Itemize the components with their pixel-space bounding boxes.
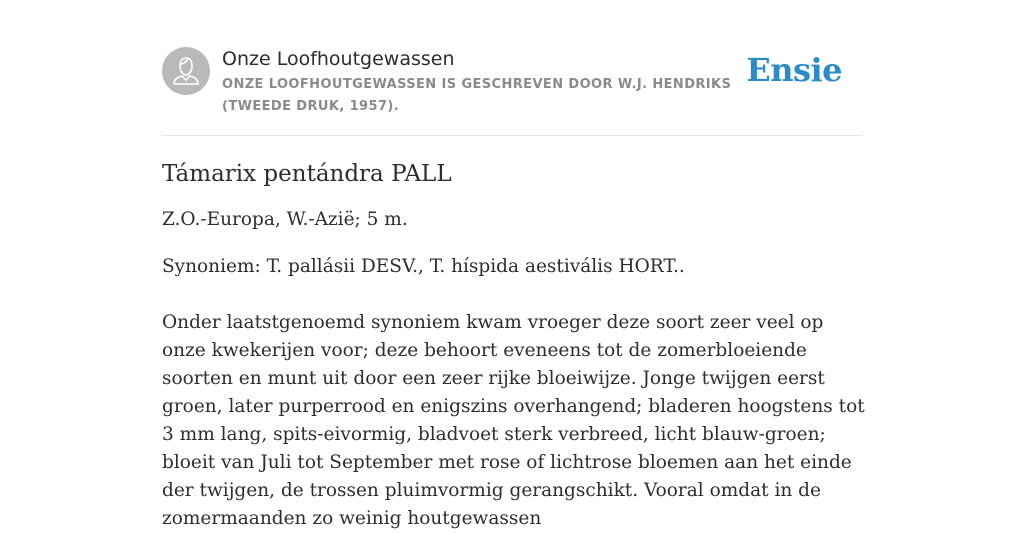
article-synonyms: Synoniem: T. pallásii DESV., T. híspida aestivális HORT.. [162, 256, 685, 277]
article-body: Onder laatstgenoemd synoniem kwam vroeger deze soort zeer veel op onze kwekerijen voor; deze behoort eveneens tot de zomerbloeiende soorten en munt uit door een zeer rijke bloeiwijze. Jonge twijgen eerst groen, later purperrood en enigszins overhangend; bladeren hoogstens tot 3 mm lang, spits-eivormig, bladvoet sterk verbreed, licht blauw-groen; bloeit van Juli tot September met rose of lichtrose bloemen aan het einde der twijgen, de trossen pluimvormig gerangschikt. Vooral omdat in de zomermaanden zo weinig houtgewassen [162, 312, 865, 529]
source-header [162, 44, 862, 120]
source-title[interactable]: Onze Loofhoutgewassen [222, 48, 455, 70]
user-silhouette-icon [162, 47, 210, 95]
article-title: Támarix pentándra PALL [162, 161, 452, 187]
article [162, 156, 867, 533]
source-description: ONZE LOOFHOUTGEWASSEN IS GESCHREVEN DOOR W.J. HENDRIKS (TWEEDE DRUK, 1957). [222, 77, 732, 114]
article-region: Z.O.-Europa, W.-Azië; 5 m. [162, 209, 408, 230]
header-divider [162, 135, 862, 136]
source-avatar[interactable] [162, 47, 210, 95]
ensie-logo[interactable]: Ensie [746, 51, 842, 89]
